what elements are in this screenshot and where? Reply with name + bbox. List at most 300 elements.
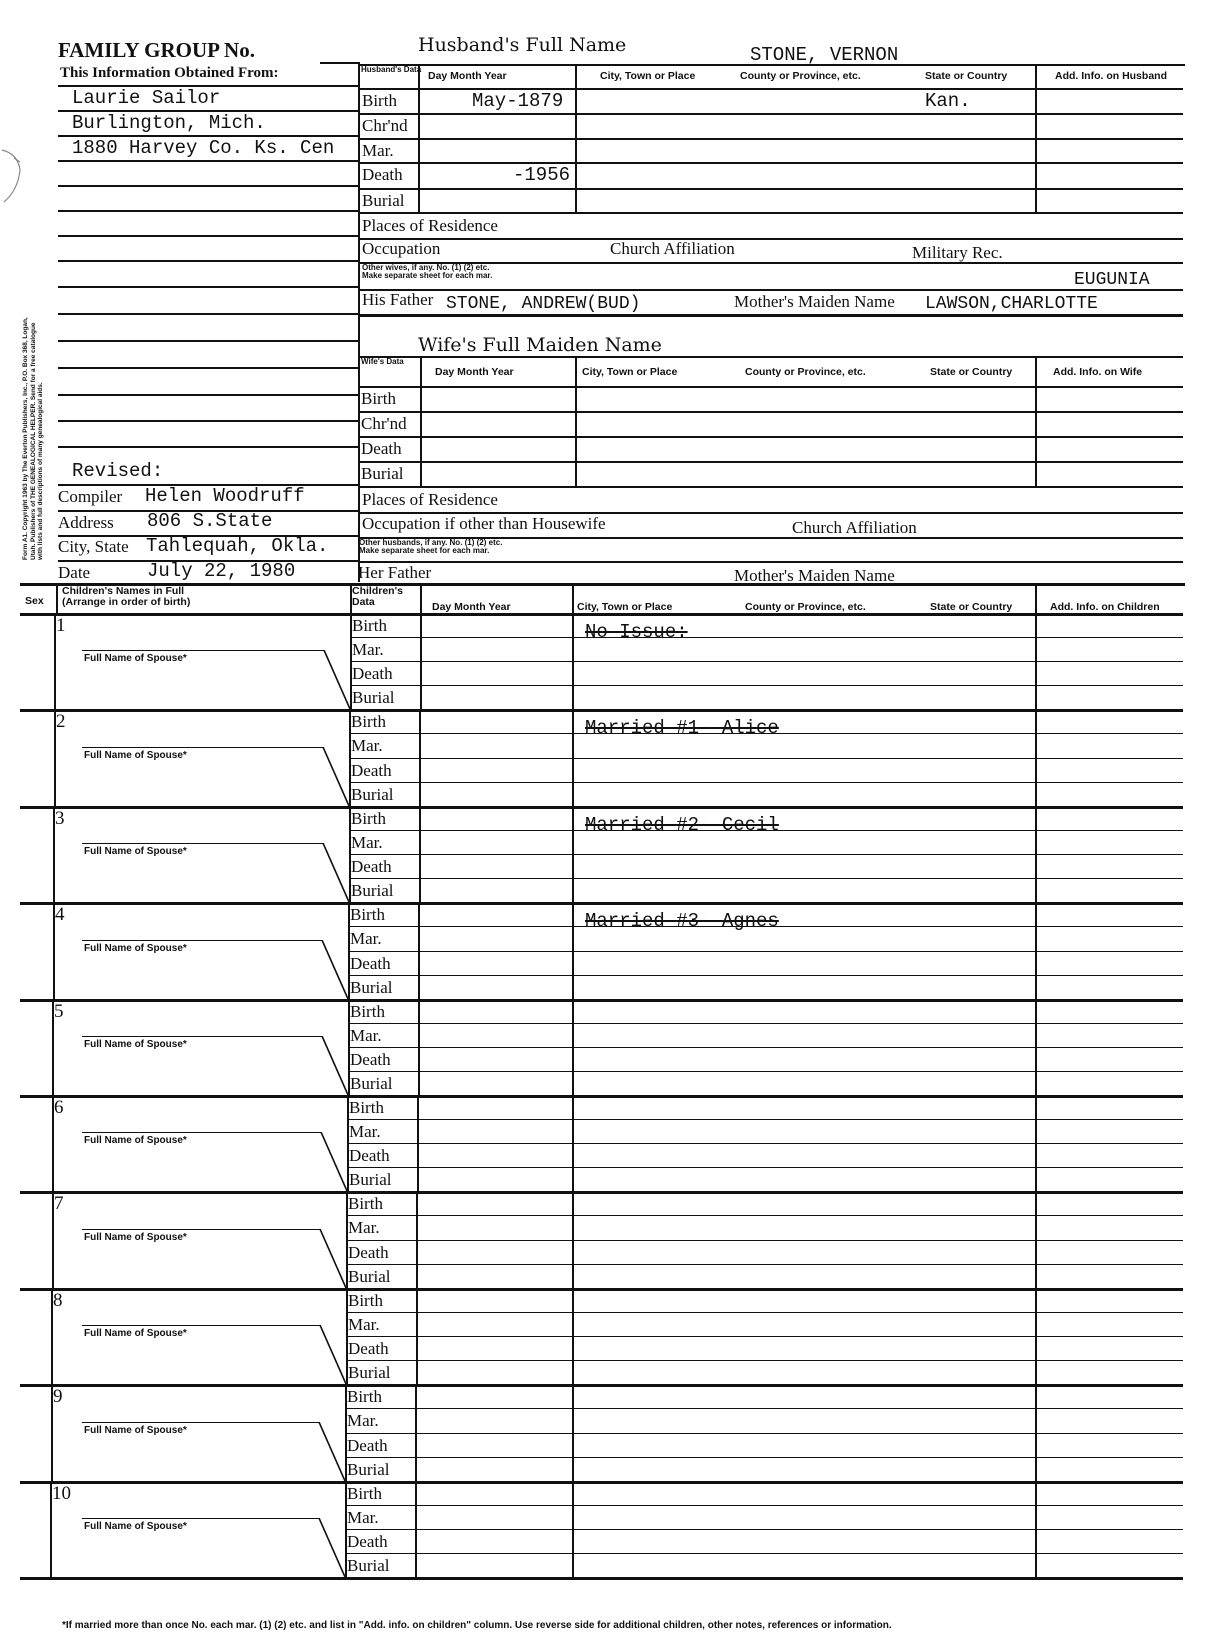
husband-column-header: County or Province, etc. xyxy=(740,70,861,82)
child-sex-field[interactable] xyxy=(22,1292,52,1380)
his-father-label: His Father xyxy=(362,290,434,309)
children-header-divider xyxy=(572,583,574,613)
wife-column-header: Add. Info. on Wife xyxy=(1053,366,1143,378)
children-column-header: County or Province, etc. xyxy=(745,601,866,613)
child-event-label: Mar. xyxy=(349,1122,381,1141)
husband-column-header: Day Month Year xyxy=(428,70,507,82)
child-sex-field[interactable] xyxy=(22,906,52,995)
husband-column-line xyxy=(418,64,420,212)
spouse-diagonal xyxy=(319,843,353,902)
spouse-line xyxy=(82,1518,320,1519)
child-sex-field[interactable] xyxy=(22,617,52,705)
child-number: 8 xyxy=(53,1290,63,1311)
child-event-label: Burial xyxy=(348,1363,391,1382)
spouse-name-field[interactable] xyxy=(84,859,304,883)
address-value[interactable]: 806 S.State xyxy=(147,510,273,532)
row-line xyxy=(358,289,1183,291)
wife-data-header: Wife's Data xyxy=(361,357,404,366)
wife-column-line xyxy=(575,356,577,486)
child-event-date-field[interactable] xyxy=(418,1360,568,1384)
obtained-from-underline xyxy=(58,286,358,288)
spouse-line xyxy=(82,1036,323,1037)
row-line xyxy=(358,561,1183,563)
obtained-from-underline xyxy=(58,340,358,342)
child-event-line xyxy=(345,1408,1183,1409)
child-event-label: Death xyxy=(349,1146,390,1165)
spouse-diagonal xyxy=(317,1132,351,1191)
husband-column-header: State or Country xyxy=(925,70,1008,82)
child-name-field[interactable] xyxy=(80,1195,340,1225)
husband-event-label: Mar. xyxy=(362,141,394,160)
child-event-line xyxy=(346,1264,1183,1265)
his-father-value[interactable]: STONE, ANDREW(BUD) xyxy=(446,294,641,314)
spouse-label: Full Name of Spouse* xyxy=(84,1328,187,1339)
wife-column-line xyxy=(420,356,422,486)
child-event-label: Death xyxy=(351,761,392,780)
child-event-label: Birth xyxy=(347,1387,382,1406)
child-event-date-field[interactable] xyxy=(422,637,572,661)
date-label: Date xyxy=(58,563,91,582)
child-event-label: Burial xyxy=(348,1267,391,1286)
form-title: FAMILY GROUP No. xyxy=(58,38,255,62)
child-event-line xyxy=(345,1529,1183,1530)
wife-column-header: Day Month Year xyxy=(435,366,514,378)
child-event-label: Mar. xyxy=(351,736,383,755)
obtained-from-underline xyxy=(58,210,358,212)
child-event-label: Mar. xyxy=(351,833,383,852)
child-block-top xyxy=(20,1288,1183,1291)
child-event-label: Burial xyxy=(350,1074,393,1093)
children-header-divider xyxy=(350,583,352,613)
child-event-date-field[interactable] xyxy=(417,1433,567,1457)
copyright-line-2: Utah. Publishers of THE GENEALOGICAL HELPER. Send for a free catalogue xyxy=(29,322,37,560)
obtained-from-label: This Information Obtained From: xyxy=(60,65,279,81)
child-event-date-field[interactable] xyxy=(420,1071,570,1095)
children-data-header xyxy=(352,586,403,608)
child-number: 4 xyxy=(55,904,65,925)
spouse-label: Full Name of Spouse* xyxy=(84,1521,187,1532)
child-event-date-field[interactable] xyxy=(420,1023,570,1047)
child-event-label: Death xyxy=(347,1436,388,1455)
children-column-header: Add. Info. on Children xyxy=(1050,601,1160,613)
compiler-label: Compiler xyxy=(58,487,123,506)
address-label: Address xyxy=(58,513,114,532)
husband-row-line xyxy=(358,113,1183,115)
child-event-label: Birth xyxy=(348,1194,383,1213)
child-number: 7 xyxy=(54,1193,64,1214)
wife-event-label: Death xyxy=(361,439,402,458)
child-event-date-field[interactable] xyxy=(421,733,571,757)
his-mother-value[interactable]: LAWSON,CHARLOTTE xyxy=(925,294,1098,314)
spouse-diagonal xyxy=(318,1036,352,1095)
child-event-line xyxy=(345,1457,1183,1458)
husband-event-label: Birth xyxy=(362,91,397,110)
child-block-top xyxy=(20,709,1183,712)
child-sex-field[interactable] xyxy=(22,1485,52,1573)
children-data-header-2: Data xyxy=(352,596,375,608)
obtained-from-underline xyxy=(58,313,358,315)
child-name-field[interactable] xyxy=(80,810,340,840)
children-header-divider xyxy=(56,583,58,613)
children-header-divider xyxy=(420,583,422,613)
child-event-line xyxy=(346,1215,1183,1216)
child-event-date-field[interactable] xyxy=(421,878,571,902)
wife-full-name[interactable] xyxy=(740,336,1140,358)
date-value[interactable]: July 22, 1980 xyxy=(147,560,296,582)
spouse-diagonal xyxy=(316,1325,350,1384)
wife-residence-label: Places of Residence xyxy=(362,490,498,509)
child-event-label: Death xyxy=(348,1339,389,1358)
spouse-label: Full Name of Spouse* xyxy=(84,653,187,664)
spouse-label: Full Name of Spouse* xyxy=(84,1135,187,1146)
husband-column-header: City, Town or Place xyxy=(600,70,696,82)
spouse-label: Full Name of Spouse* xyxy=(84,846,187,857)
child-event-label: Death xyxy=(347,1532,388,1551)
child-event-label: Death xyxy=(352,664,393,683)
child-block-top xyxy=(20,806,1183,809)
child-event-date-field[interactable] xyxy=(422,685,572,709)
spouse-name-field[interactable] xyxy=(84,1341,304,1365)
obtained-from-underline xyxy=(58,235,358,237)
child-event-date-field[interactable] xyxy=(420,926,570,950)
child-event-date-field[interactable] xyxy=(417,1529,567,1553)
family-group-no-line xyxy=(320,62,360,64)
spouse-name-field[interactable] xyxy=(84,956,304,980)
child-event-date-field[interactable] xyxy=(418,1312,568,1336)
spouse-label: Full Name of Spouse* xyxy=(84,1039,187,1050)
spouse-diagonal xyxy=(319,747,353,806)
obtained-from-underline xyxy=(58,260,358,262)
child-event-date-field[interactable] xyxy=(418,1336,568,1360)
child-event-line xyxy=(350,685,1183,686)
spouse-name-field[interactable] xyxy=(84,1438,304,1462)
child-event-label: Burial xyxy=(351,881,394,900)
child-block-top xyxy=(20,902,1183,905)
other-husbands-label-1: Other husbands, if any. No. (1) (2) etc. xyxy=(359,538,503,547)
child-event-label: Burial xyxy=(349,1170,392,1189)
husband-church-label: Church Affiliation xyxy=(610,239,735,258)
children-data-header-1: Children's xyxy=(352,585,403,597)
child-block-top xyxy=(20,1384,1183,1387)
child-block-top xyxy=(20,1481,1183,1484)
her-father-label: Her Father xyxy=(358,563,432,582)
child-event-date-field[interactable] xyxy=(417,1457,567,1481)
wife-full-name-label: Wife's Full Maiden Name xyxy=(418,334,662,356)
child-event-label: Burial xyxy=(350,978,393,997)
child-event-date-field[interactable] xyxy=(420,999,570,1023)
obtained-from-underline xyxy=(58,367,358,369)
child-event-date-field[interactable] xyxy=(419,1119,569,1143)
child-event-date-field[interactable] xyxy=(418,1240,568,1264)
children-names-header-1: Children's Names in Full xyxy=(62,585,185,597)
spouse-name-field[interactable] xyxy=(84,1534,304,1558)
child-event-label: Mar. xyxy=(350,1026,382,1045)
children-names-header-2: (Arrange in order of birth) xyxy=(62,596,191,608)
child-number: 6 xyxy=(54,1097,64,1118)
other-husbands-label xyxy=(359,539,502,555)
child-event-label: Birth xyxy=(347,1484,382,1503)
child-event-date-field[interactable] xyxy=(418,1215,568,1239)
children-names-header xyxy=(62,586,190,608)
husband-column-header: Add. Info. on Husband xyxy=(1055,70,1167,82)
child-event-date-field[interactable] xyxy=(421,709,571,733)
husband-military-label: Military Rec. xyxy=(912,243,1003,262)
child-event-line xyxy=(349,878,1183,879)
child-event-label: Birth xyxy=(350,1002,385,1021)
child-event-label: Mar. xyxy=(348,1315,380,1334)
child-event-line xyxy=(345,1433,1183,1434)
child-event-line xyxy=(348,1023,1183,1024)
wife-column-header: City, Town or Place xyxy=(582,366,678,378)
child-number: 3 xyxy=(55,808,65,829)
wife-event-date-field[interactable] xyxy=(422,436,572,460)
child-event-line xyxy=(349,782,1183,783)
husband-full-name-label: Husband's Full Name xyxy=(418,34,627,56)
child-number: 1 xyxy=(56,615,66,636)
child-event-date-field[interactable] xyxy=(418,1288,568,1312)
child-event-date-field[interactable] xyxy=(419,1095,569,1119)
child-name-field[interactable] xyxy=(80,617,340,647)
child-event-line xyxy=(346,1312,1183,1313)
child-sex-field[interactable] xyxy=(22,713,52,802)
child-event-line xyxy=(349,758,1183,759)
children-column-header: State or Country xyxy=(930,601,1013,613)
obtained-from-underline xyxy=(58,420,358,422)
children-header-top xyxy=(20,583,1185,586)
child-event-date-field[interactable] xyxy=(418,1264,568,1288)
wife-column-line xyxy=(1035,356,1037,486)
child-sex-field[interactable] xyxy=(22,1099,52,1187)
husband-event-label: Chr'nd xyxy=(362,116,408,135)
other-wives-label-2: Make separate sheet for each mar. xyxy=(362,271,493,280)
wife-occupation-label: Occupation if other than Housewife xyxy=(362,514,606,533)
child-note[interactable]: Married #3- Agnes xyxy=(585,910,779,932)
copyright-notice xyxy=(22,317,45,560)
obtained-from-top xyxy=(58,85,358,87)
obtained-from-line[interactable]: Laurie Sailor xyxy=(72,87,221,109)
spouse-diagonal xyxy=(315,1518,349,1577)
husband-row-line xyxy=(358,162,1183,164)
child-name-field[interactable] xyxy=(80,1003,340,1033)
husband-row-line xyxy=(358,188,1183,190)
child-sex-field[interactable] xyxy=(22,810,52,898)
spouse-name-field[interactable] xyxy=(84,1245,304,1269)
main-divider xyxy=(358,64,360,582)
child-note[interactable]: Married #1- Alice xyxy=(585,717,779,739)
child-note[interactable]: No Issue: xyxy=(585,621,688,643)
child-event-label: Birth xyxy=(348,1291,383,1310)
spouse-line xyxy=(82,1229,321,1230)
wife-event-date-field[interactable] xyxy=(422,461,572,485)
wife-event-label: Birth xyxy=(361,389,396,408)
wife-church-label: Church Affiliation xyxy=(792,518,917,537)
obtained-from-line[interactable]: Burlington, Mich. xyxy=(72,112,266,134)
child-name-field[interactable] xyxy=(80,1292,340,1322)
child-event-line xyxy=(348,975,1183,976)
child-event-label: Burial xyxy=(352,688,395,707)
husband-event-label: Burial xyxy=(362,191,405,210)
wife-row-line xyxy=(358,486,1183,488)
child-event-line xyxy=(348,1047,1183,1048)
spouse-name-field[interactable] xyxy=(84,1052,304,1076)
husband-column-line xyxy=(1035,64,1037,212)
spouse-line xyxy=(82,843,324,844)
child-event-date-field[interactable] xyxy=(421,758,571,782)
wife-event-label: Chr'nd xyxy=(361,414,407,433)
wife-event-date-field[interactable] xyxy=(422,411,572,435)
spouse-line xyxy=(82,1132,322,1133)
other-wives-label xyxy=(362,264,492,280)
spouse-line xyxy=(82,940,323,941)
child-number: 9 xyxy=(53,1386,63,1407)
children-column-header: City, Town or Place xyxy=(577,601,673,613)
his-mother-label: Mother's Maiden Name xyxy=(734,292,895,311)
child-event-date-field[interactable] xyxy=(417,1553,567,1577)
row-line xyxy=(358,238,1183,240)
husband-event-label: Death xyxy=(362,165,403,184)
spouse-diagonal xyxy=(320,650,354,709)
child-event-line xyxy=(346,1360,1183,1361)
compiler-value[interactable]: Helen Woodruff xyxy=(145,485,305,507)
child-event-line xyxy=(347,1119,1183,1120)
child-event-label: Birth xyxy=(352,616,387,635)
wife-column-header: County or Province, etc. xyxy=(745,366,866,378)
obtained-from-underline xyxy=(58,394,358,396)
husband-data-header: Husband's Data xyxy=(361,65,422,74)
other-wives-value[interactable]: EUGUNIA xyxy=(1074,270,1150,290)
child-sex-field[interactable] xyxy=(22,1003,52,1091)
spouse-name-field[interactable] xyxy=(84,763,304,787)
obtained-from-underline xyxy=(58,185,358,187)
other-husbands-label-2: Make separate sheet for each mar. xyxy=(359,546,490,555)
husband-column-line xyxy=(575,64,577,212)
child-event-label: Mar. xyxy=(347,1508,379,1527)
child-name-field[interactable] xyxy=(80,1485,340,1515)
child-event-date-field[interactable] xyxy=(417,1408,567,1432)
child-event-date-field[interactable] xyxy=(421,806,571,830)
husband-name-line xyxy=(360,64,1185,66)
wife-column-header: State or Country xyxy=(930,366,1013,378)
child-event-date-field[interactable] xyxy=(418,1191,568,1215)
child-event-line xyxy=(346,1336,1183,1337)
child-event-date-field[interactable] xyxy=(420,902,570,926)
family-group-no-field[interactable] xyxy=(322,40,358,60)
child-event-date-field[interactable] xyxy=(420,1047,570,1071)
children-bottom-line xyxy=(20,1577,1183,1580)
child-event-date-field[interactable] xyxy=(417,1384,567,1408)
child-name-field[interactable] xyxy=(80,713,340,743)
obtained-from-line[interactable]: 1880 Harvey Co. Ks. Cen xyxy=(72,137,335,159)
spouse-label: Full Name of Spouse* xyxy=(84,1425,187,1436)
child-event-line xyxy=(349,854,1183,855)
child-event-line xyxy=(350,637,1183,638)
child-event-date-field[interactable] xyxy=(422,613,572,637)
child-event-line xyxy=(348,951,1183,952)
child-event-label: Birth xyxy=(349,1098,384,1117)
husband-event-date[interactable]: May-1879 xyxy=(472,90,564,112)
child-block-top xyxy=(20,1095,1183,1098)
child-block-top xyxy=(20,1191,1183,1194)
child-event-label: Burial xyxy=(347,1556,390,1575)
child-event-date-field[interactable] xyxy=(421,854,571,878)
spouse-line xyxy=(82,747,324,748)
child-event-label: Birth xyxy=(350,905,385,924)
child-event-label: Mar. xyxy=(352,640,384,659)
child-name-field[interactable] xyxy=(80,1099,340,1129)
husband-residence-label: Places of Residence xyxy=(362,216,498,235)
child-event-date-field[interactable] xyxy=(421,830,571,854)
husband-full-name[interactable]: STONE, VERNON xyxy=(750,44,899,66)
child-event-label: Mar. xyxy=(347,1411,379,1430)
husband-row-line xyxy=(358,212,1183,214)
city-state-label: City, State xyxy=(58,537,129,556)
child-event-date-field[interactable] xyxy=(422,661,572,685)
her-mother-label: Mother's Maiden Name xyxy=(734,566,895,585)
children-column-header: Day Month Year xyxy=(432,601,511,613)
child-sex-field[interactable] xyxy=(22,1388,52,1477)
footnote: *If married more than once No. each mar. (1) (2) etc. and list in "Add. info. on children" column. Use reverse side for additional children, other notes, references or information. xyxy=(62,1620,892,1631)
child-event-line xyxy=(347,1167,1183,1168)
spouse-diagonal xyxy=(316,1229,350,1288)
child-event-date-field[interactable] xyxy=(419,1167,569,1191)
row-line xyxy=(358,314,1183,317)
child-event-label: Death xyxy=(350,1050,391,1069)
child-name-field[interactable] xyxy=(80,906,340,936)
copyright-line-3: with lists and full descriptions of many genealogical aids. xyxy=(37,382,44,560)
city-state-value[interactable]: Tahlequah, Okla. xyxy=(146,535,329,557)
obtained-from-underline xyxy=(58,160,358,162)
child-event-label: Burial xyxy=(347,1460,390,1479)
husband-event-date[interactable]: -1956 xyxy=(513,164,571,186)
child-event-date-field[interactable] xyxy=(420,951,570,975)
child-event-label: Death xyxy=(351,857,392,876)
child-number: 2 xyxy=(56,711,66,732)
spouse-line xyxy=(82,650,325,651)
child-event-date-field[interactable] xyxy=(417,1481,567,1505)
child-event-date-field[interactable] xyxy=(417,1505,567,1529)
child-event-label: Mar. xyxy=(348,1218,380,1237)
child-event-label: Death xyxy=(348,1243,389,1262)
spouse-line xyxy=(82,1422,320,1423)
child-event-line xyxy=(348,1071,1183,1072)
spouse-name-field[interactable] xyxy=(84,666,304,690)
husband-row-line xyxy=(358,138,1183,140)
spouse-name-field[interactable] xyxy=(84,1148,304,1172)
sex-column-header: Sex xyxy=(25,595,44,607)
paper-stain xyxy=(0,140,30,210)
child-event-label: Death xyxy=(350,954,391,973)
child-event-date-field[interactable] xyxy=(421,782,571,806)
child-number: 5 xyxy=(54,1001,64,1022)
spouse-line xyxy=(82,1325,321,1326)
other-wives-label-1: Other wives, if any. No. (1) (2) etc. xyxy=(362,263,490,272)
children-header-divider xyxy=(1035,583,1037,613)
wife-event-label: Burial xyxy=(361,464,404,483)
child-block-top xyxy=(20,613,1183,616)
child-number: 10 xyxy=(52,1483,71,1504)
child-note[interactable]: Married #2- Cecil xyxy=(585,814,779,836)
husband-event-state[interactable]: Kan. xyxy=(925,90,971,112)
child-event-date-field[interactable] xyxy=(419,1143,569,1167)
revised-label: Revised: xyxy=(72,460,164,482)
spouse-label: Full Name of Spouse* xyxy=(84,750,187,761)
obtained-from-underline xyxy=(58,446,358,448)
child-event-line xyxy=(346,1240,1183,1241)
child-sex-field[interactable] xyxy=(22,1195,52,1284)
child-name-field[interactable] xyxy=(80,1388,340,1418)
wife-event-date-field[interactable] xyxy=(422,386,572,410)
child-event-date-field[interactable] xyxy=(420,975,570,999)
